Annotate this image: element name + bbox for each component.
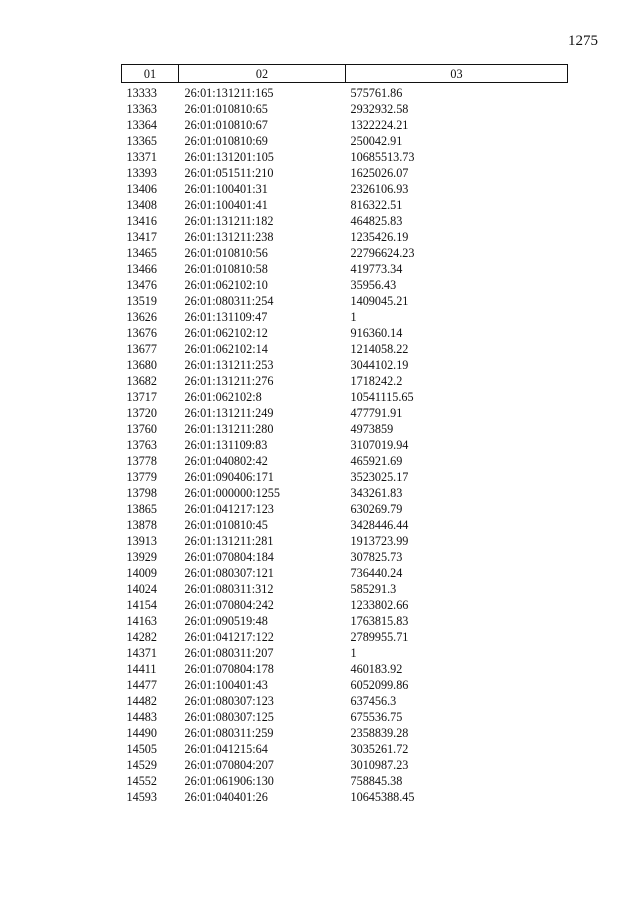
table-row bbox=[122, 229, 568, 245]
table-row bbox=[122, 741, 568, 757]
row-id-cell: 13760 bbox=[126, 422, 157, 436]
value-cell: 1 bbox=[350, 646, 357, 660]
value-cell: 460183.92 bbox=[350, 662, 403, 676]
value-cell: 250042.91 bbox=[350, 134, 403, 148]
table-row bbox=[122, 309, 568, 325]
cadastral-number-cell: 26:01:090406:171 bbox=[184, 470, 274, 484]
value-cell: 1409045.21 bbox=[350, 294, 409, 308]
value-cell: 736440.24 bbox=[350, 566, 403, 580]
value-cell: 35956.43 bbox=[350, 278, 397, 292]
header-row bbox=[122, 65, 568, 83]
table-row bbox=[122, 453, 568, 469]
cadastral-number-cell: 26:01:040802:42 bbox=[184, 454, 268, 468]
cadastral-number-cell: 26:01:131211:249 bbox=[184, 406, 274, 420]
row-id-cell: 14009 bbox=[126, 566, 157, 580]
table-row bbox=[122, 117, 568, 133]
value-cell: 2932932.58 bbox=[350, 102, 409, 116]
cadastral-number-cell: 26:01:010810:67 bbox=[184, 118, 268, 132]
table-row bbox=[122, 341, 568, 357]
value-cell: 1322224.21 bbox=[350, 118, 409, 132]
column-header-01: 01 bbox=[122, 65, 179, 83]
column-header-03: 03 bbox=[346, 65, 568, 83]
row-id-cell: 13393 bbox=[126, 166, 157, 180]
row-id-cell: 13519 bbox=[126, 294, 157, 308]
row-id-cell: 13763 bbox=[126, 438, 157, 452]
cadastral-number-cell: 26:01:010810:58 bbox=[184, 262, 268, 276]
row-id-cell: 13476 bbox=[126, 278, 157, 292]
row-id-cell: 14483 bbox=[126, 710, 157, 724]
value-cell: 637456.3 bbox=[350, 694, 397, 708]
column-header-02: 02 bbox=[179, 65, 346, 83]
value-cell: 464825.83 bbox=[350, 214, 403, 228]
table-row bbox=[122, 181, 568, 197]
table-body bbox=[122, 83, 568, 806]
row-id-cell: 13677 bbox=[126, 342, 157, 356]
value-cell: 2358839.28 bbox=[350, 726, 409, 740]
value-cell: 1718242.2 bbox=[350, 374, 403, 388]
value-cell: 675536.75 bbox=[350, 710, 403, 724]
row-id-cell: 14593 bbox=[126, 790, 157, 804]
row-id-cell: 14282 bbox=[126, 630, 157, 644]
table-row bbox=[122, 133, 568, 149]
value-cell: 1214058.22 bbox=[350, 342, 409, 356]
cadastral-number-cell: 26:01:080307:125 bbox=[184, 710, 274, 724]
row-id-cell: 14024 bbox=[126, 582, 157, 596]
row-id-cell: 13778 bbox=[126, 454, 157, 468]
cadastral-number-cell: 26:01:080307:121 bbox=[184, 566, 274, 580]
row-id-cell: 13417 bbox=[126, 230, 157, 244]
value-cell: 477791.91 bbox=[350, 406, 403, 420]
cadastral-number-cell: 26:01:010810:65 bbox=[184, 102, 268, 116]
table-row bbox=[122, 645, 568, 661]
cadastral-number-cell: 26:01:061906:130 bbox=[184, 774, 274, 788]
table-row bbox=[122, 661, 568, 677]
cadastral-number-cell: 26:01:131211:165 bbox=[184, 86, 274, 100]
cadastral-number-cell: 26:01:010810:69 bbox=[184, 134, 268, 148]
table-row bbox=[122, 165, 568, 181]
table-row bbox=[122, 245, 568, 261]
row-id-cell: 13406 bbox=[126, 182, 157, 196]
table-row bbox=[122, 693, 568, 709]
page-number: 1275 bbox=[568, 33, 598, 49]
table-row bbox=[122, 629, 568, 645]
table-row bbox=[122, 213, 568, 229]
value-cell: 4973859 bbox=[350, 422, 394, 436]
row-id-cell: 13465 bbox=[126, 246, 157, 260]
row-id-cell: 14490 bbox=[126, 726, 157, 740]
row-id-cell: 13365 bbox=[126, 134, 157, 148]
table-row bbox=[122, 485, 568, 501]
cadastral-number-cell: 26:01:070804:242 bbox=[184, 598, 274, 612]
cadastral-number-cell: 26:01:010810:56 bbox=[184, 246, 268, 260]
table-row bbox=[122, 469, 568, 485]
cadastral-number-cell: 26:01:100401:41 bbox=[184, 198, 268, 212]
table-row bbox=[122, 757, 568, 773]
value-cell: 2326106.93 bbox=[350, 182, 409, 196]
cadastral-number-cell: 26:01:131109:47 bbox=[184, 310, 268, 324]
table-row bbox=[122, 437, 568, 453]
value-cell: 10541115.65 bbox=[350, 390, 414, 404]
row-id-cell: 13913 bbox=[126, 534, 157, 548]
table-row bbox=[122, 389, 568, 405]
value-cell: 3107019.94 bbox=[350, 438, 409, 452]
row-id-cell: 13720 bbox=[126, 406, 157, 420]
table-row bbox=[122, 357, 568, 373]
row-id-cell: 14163 bbox=[126, 614, 157, 628]
table-row bbox=[122, 613, 568, 629]
value-cell: 585291.3 bbox=[350, 582, 397, 596]
cadastral-number-cell: 26:01:070804:178 bbox=[184, 662, 274, 676]
value-cell: 1625026.07 bbox=[350, 166, 409, 180]
value-cell: 1913723.99 bbox=[350, 534, 409, 548]
table-row bbox=[122, 709, 568, 725]
row-id-cell: 13364 bbox=[126, 118, 157, 132]
value-cell: 1235426.19 bbox=[350, 230, 409, 244]
row-id-cell: 13865 bbox=[126, 502, 157, 516]
cadastral-number-cell: 26:01:041217:122 bbox=[184, 630, 274, 644]
cadastral-number-cell: 26:01:100401:31 bbox=[184, 182, 268, 196]
row-id-cell: 13466 bbox=[126, 262, 157, 276]
cadastral-number-cell: 26:01:131211:253 bbox=[184, 358, 274, 372]
row-id-cell: 13408 bbox=[126, 198, 157, 212]
row-id-cell: 14154 bbox=[126, 598, 157, 612]
cadastral-number-cell: 26:01:090519:48 bbox=[184, 614, 268, 628]
cadastral-number-cell: 26:01:041215:64 bbox=[184, 742, 268, 756]
table-row bbox=[122, 101, 568, 117]
value-cell: 3428446.44 bbox=[350, 518, 409, 532]
table-header bbox=[122, 65, 568, 83]
value-cell: 6052099.86 bbox=[350, 678, 409, 692]
table-row bbox=[122, 597, 568, 613]
cadastral-number-cell: 26:01:131211:182 bbox=[184, 214, 274, 228]
row-id-cell: 13416 bbox=[126, 214, 157, 228]
table-row bbox=[122, 565, 568, 581]
value-cell: 1763815.83 bbox=[350, 614, 409, 628]
table-row bbox=[122, 789, 568, 805]
cadastral-number-cell: 26:01:080311:254 bbox=[184, 294, 274, 308]
row-id-cell: 13676 bbox=[126, 326, 157, 340]
table-row bbox=[122, 517, 568, 533]
row-id-cell: 14371 bbox=[126, 646, 157, 660]
table-row bbox=[122, 421, 568, 437]
cadastral-number-cell: 26:01:100401:43 bbox=[184, 678, 268, 692]
cadastral-number-cell: 26:01:070804:184 bbox=[184, 550, 274, 564]
cadastral-number-cell: 26:01:062102:12 bbox=[184, 326, 268, 340]
value-cell: 758845.38 bbox=[350, 774, 403, 788]
row-id-cell: 13798 bbox=[126, 486, 157, 500]
cadastral-number-cell: 26:01:040401:26 bbox=[184, 790, 268, 804]
table-row bbox=[122, 325, 568, 341]
row-id-cell: 14529 bbox=[126, 758, 157, 772]
table-row bbox=[122, 293, 568, 309]
cadastral-number-cell: 26:01:051511:210 bbox=[184, 166, 274, 180]
cadastral-number-cell: 26:01:010810:45 bbox=[184, 518, 268, 532]
value-cell: 630269.79 bbox=[350, 502, 403, 516]
row-id-cell: 14552 bbox=[126, 774, 157, 788]
value-cell: 1233802.66 bbox=[350, 598, 409, 612]
row-id-cell: 13333 bbox=[126, 86, 157, 100]
value-cell: 916360.14 bbox=[350, 326, 403, 340]
cadastral-number-cell: 26:01:080311:259 bbox=[184, 726, 274, 740]
row-id-cell: 13682 bbox=[126, 374, 157, 388]
row-id-cell: 14477 bbox=[126, 678, 157, 692]
table-row bbox=[122, 725, 568, 741]
table-row bbox=[122, 533, 568, 549]
data-table bbox=[121, 64, 568, 805]
value-cell: 3010987.23 bbox=[350, 758, 409, 772]
table-row bbox=[122, 581, 568, 597]
value-cell: 419773.34 bbox=[350, 262, 403, 276]
value-cell: 3523025.17 bbox=[350, 470, 409, 484]
table-row bbox=[122, 549, 568, 565]
value-cell: 3044102.19 bbox=[350, 358, 409, 372]
table-row bbox=[122, 261, 568, 277]
table-row bbox=[122, 277, 568, 293]
table-row bbox=[122, 197, 568, 213]
row-id-cell: 13363 bbox=[126, 102, 157, 116]
value-cell: 10645388.45 bbox=[350, 790, 415, 804]
row-id-cell: 13680 bbox=[126, 358, 157, 372]
table-row bbox=[122, 373, 568, 389]
table-row bbox=[122, 677, 568, 693]
value-cell: 343261.83 bbox=[350, 486, 403, 500]
value-cell: 465921.69 bbox=[350, 454, 403, 468]
cadastral-number-cell: 26:01:131211:238 bbox=[184, 230, 274, 244]
row-id-cell: 14411 bbox=[126, 662, 157, 676]
value-cell: 575761.86 bbox=[350, 86, 403, 100]
cadastral-number-cell: 26:01:131211:280 bbox=[184, 422, 274, 436]
cadastral-number-cell: 26:01:080311:207 bbox=[184, 646, 274, 660]
row-id-cell: 13717 bbox=[126, 390, 157, 404]
cadastral-number-cell: 26:01:131211:281 bbox=[184, 534, 274, 548]
table-row bbox=[122, 773, 568, 789]
row-id-cell: 13929 bbox=[126, 550, 157, 564]
value-cell: 1 bbox=[350, 310, 357, 324]
value-cell: 816322.51 bbox=[350, 198, 403, 212]
cadastral-number-cell: 26:01:131201:105 bbox=[184, 150, 274, 164]
cadastral-number-cell: 26:01:062102:10 bbox=[184, 278, 268, 292]
table-row bbox=[122, 501, 568, 517]
cadastral-number-cell: 26:01:131109:83 bbox=[184, 438, 268, 452]
row-id-cell: 13779 bbox=[126, 470, 157, 484]
row-id-cell: 13878 bbox=[126, 518, 157, 532]
cadastral-number-cell: 26:01:041217:123 bbox=[184, 502, 274, 516]
row-id-cell: 14505 bbox=[126, 742, 157, 756]
cadastral-number-cell: 26:01:131211:276 bbox=[184, 374, 274, 388]
cadastral-number-cell: 26:01:070804:207 bbox=[184, 758, 274, 772]
cadastral-number-cell: 26:01:080307:123 bbox=[184, 694, 274, 708]
value-cell: 2789955.71 bbox=[350, 630, 409, 644]
row-id-cell: 14482 bbox=[126, 694, 157, 708]
cadastral-number-cell: 26:01:062102:14 bbox=[184, 342, 268, 356]
cadastral-number-cell: 26:01:080311:312 bbox=[184, 582, 274, 596]
table-row bbox=[122, 83, 568, 102]
row-id-cell: 13371 bbox=[126, 150, 157, 164]
cadastral-number-cell: 26:01:000000:1255 bbox=[184, 486, 280, 500]
value-cell: 22796624.23 bbox=[350, 246, 415, 260]
row-id-cell: 13626 bbox=[126, 310, 157, 324]
value-cell: 307825.73 bbox=[350, 550, 403, 564]
table-row bbox=[122, 149, 568, 165]
cadastral-number-cell: 26:01:062102:8 bbox=[184, 390, 262, 404]
table-row bbox=[122, 405, 568, 421]
value-cell: 10685513.73 bbox=[350, 150, 415, 164]
value-cell: 3035261.72 bbox=[350, 742, 409, 756]
